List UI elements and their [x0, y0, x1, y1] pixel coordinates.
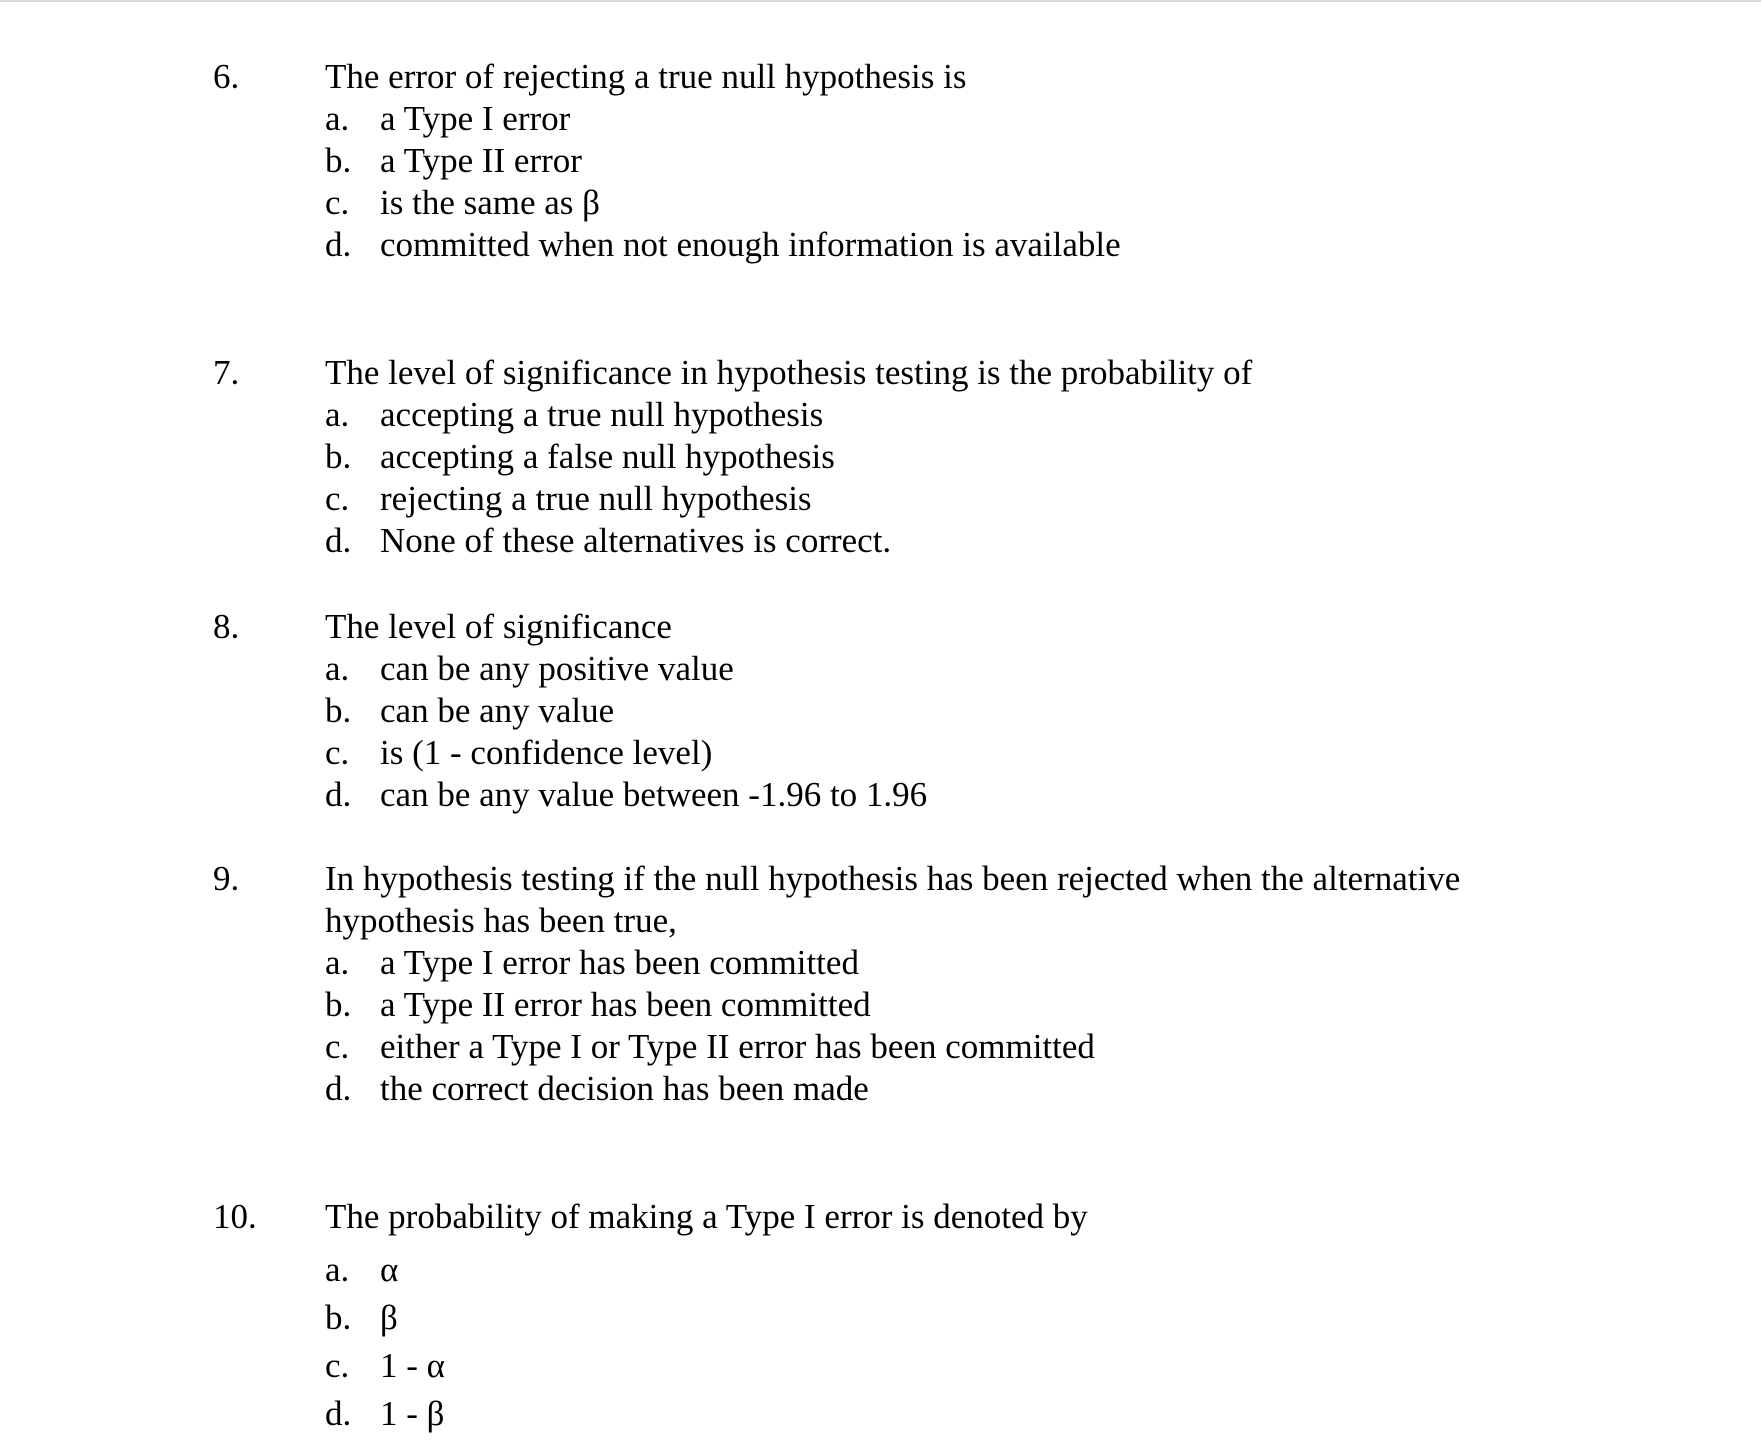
top-rule [0, 0, 1761, 2]
option-text: can be any value [380, 691, 615, 730]
option-a [325, 648, 1575, 690]
option-a [325, 98, 1575, 140]
option-b [325, 140, 1575, 182]
option-text: α [380, 1250, 399, 1289]
option-list [325, 1246, 1575, 1438]
question-number: 8. [213, 607, 240, 646]
option-d [325, 224, 1575, 266]
question-body [325, 606, 1575, 816]
option-text: can be any value between -1.96 to 1.96 [380, 775, 928, 814]
option-a [325, 942, 1575, 984]
question-text: In hypothesis testing if the null hypothesis has been rejected when the alternative hypothesis has been true, [325, 859, 1461, 940]
option-letter: b. [325, 691, 352, 730]
option-letter: d. [325, 775, 352, 814]
option-list [325, 942, 1575, 1110]
question-body [325, 352, 1575, 562]
option-letter: a. [325, 1250, 350, 1289]
option-text: 1 - α [380, 1346, 445, 1385]
option-text: β [380, 1298, 398, 1337]
question-text: The probability of making a Type I error is denoted by [325, 1197, 1088, 1236]
option-letter: b. [325, 985, 352, 1024]
option-c [325, 478, 1575, 520]
option-text: 1 - β [380, 1394, 445, 1433]
option-text: either a Type I or Type II error has been committed [380, 1027, 1095, 1066]
option-list [325, 648, 1575, 816]
question-number: 10. [213, 1197, 257, 1236]
option-text: can be any positive value [380, 649, 734, 688]
question-body [325, 1196, 1575, 1438]
option-letter: b. [325, 437, 352, 476]
option-letter: d. [325, 225, 352, 264]
option-c [325, 1342, 1575, 1390]
option-d [325, 1068, 1575, 1110]
option-letter: c. [325, 733, 350, 772]
option-b [325, 436, 1575, 478]
option-text: a Type II error has been committed [380, 985, 871, 1024]
question-number: 6. [213, 57, 240, 96]
question-body [325, 858, 1575, 1110]
question-number: 7. [213, 353, 240, 392]
option-letter: d. [325, 521, 352, 560]
option-letter: d. [325, 1394, 352, 1433]
option-d [325, 520, 1575, 562]
option-text: None of these alternatives is correct. [380, 521, 892, 560]
option-letter: a. [325, 395, 350, 434]
option-c [325, 1026, 1575, 1068]
question-number: 9. [213, 859, 240, 898]
option-text: the correct decision has been made [380, 1069, 869, 1108]
question-body [325, 56, 1575, 266]
option-letter: c. [325, 1027, 350, 1066]
option-letter: b. [325, 1298, 352, 1337]
option-text: accepting a false null hypothesis [380, 437, 835, 476]
option-list [325, 394, 1575, 562]
option-text: a Type I error has been committed [380, 943, 859, 982]
option-text: is (1 - confidence level) [380, 733, 713, 772]
option-text: accepting a true null hypothesis [380, 395, 824, 434]
option-b [325, 1294, 1575, 1342]
option-a [325, 394, 1575, 436]
option-letter: b. [325, 141, 352, 180]
option-text: a Type II error [380, 141, 582, 180]
question-text: The level of significance [325, 607, 672, 646]
option-c [325, 182, 1575, 224]
option-b [325, 690, 1575, 732]
question-text: The error of rejecting a true null hypothesis is [325, 57, 967, 96]
option-letter: a. [325, 649, 350, 688]
option-letter: c. [325, 1346, 350, 1385]
option-b [325, 984, 1575, 1026]
option-letter: d. [325, 1069, 352, 1108]
option-letter: a. [325, 99, 350, 138]
option-d [325, 774, 1575, 816]
option-text: is the same as β [380, 183, 600, 222]
option-letter: a. [325, 943, 350, 982]
option-text: a Type I error [380, 99, 571, 138]
option-a [325, 1246, 1575, 1294]
option-list [325, 98, 1575, 266]
option-letter: c. [325, 479, 350, 518]
option-text: committed when not enough information is available [380, 225, 1121, 264]
option-c [325, 732, 1575, 774]
question-text: The level of significance in hypothesis testing is the probability of [325, 353, 1253, 392]
option-text: rejecting a true null hypothesis [380, 479, 812, 518]
option-d [325, 1390, 1575, 1438]
option-letter: c. [325, 183, 350, 222]
